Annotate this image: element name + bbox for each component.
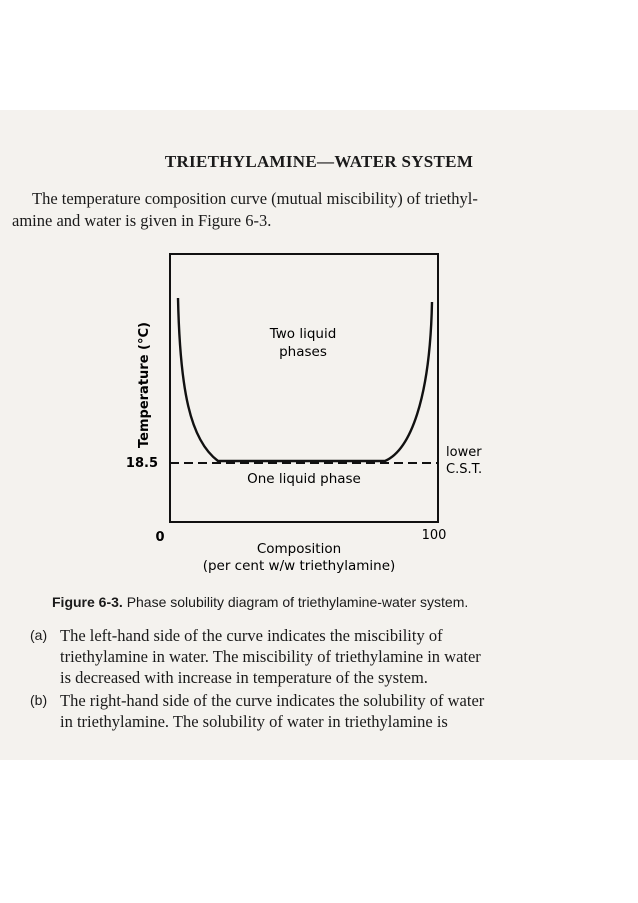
x-tick-min: 0 [155,530,165,545]
y-tick-cst: 18.5 [125,456,158,471]
list-item-a [30,625,620,688]
item-line: is decreased with increase in temperature of the system. [60,668,428,687]
region-two-phases-line-2: phases [279,344,327,360]
phase-diagram-figure [0,240,638,580]
intro-line-2: amine and water is given in Figure 6-3. [12,211,272,230]
intro-line-1: The temperature composition curve (mutual miscibility) of triethyl- [32,189,478,208]
list-item-b [30,690,620,732]
item-marker: (b) [30,692,48,708]
x-tick-max: 100 [421,528,447,543]
intro-paragraph [12,188,624,232]
annotation-cst: C.S.T. [446,462,483,477]
item-line: in triethylamine. The solubility of water in triethylamine is [60,712,448,731]
solubility-curve [178,298,432,461]
figure-caption [52,594,612,610]
y-axis-label: Temperature (°C) [137,322,152,448]
annotation-lower: lower [446,445,482,460]
item-line: The right-hand side of the curve indicates the solubility of water [60,691,485,710]
item-marker: (a) [30,627,48,643]
caption-number: Figure 6-3. [52,594,123,610]
x-axis-label-line-2: (per cent w/w triethylamine) [202,558,396,574]
phase-diagram [0,240,638,580]
region-one-phase: One liquid phase [247,471,361,487]
item-line: The left-hand side of the curve indicates the miscibility of [60,626,443,645]
region-two-phases-line-1: Two liquid [269,326,337,342]
item-line: triethylamine in water. The miscibility of triethylamine in water [60,647,481,666]
section-title: TRIETHYLAMINE—WATER SYSTEM [164,152,474,171]
x-axis-label-line-1: Composition [256,541,342,557]
caption-text: Phase solubility diagram of triethylamine-water system. [126,594,469,610]
body-text [30,625,620,734]
